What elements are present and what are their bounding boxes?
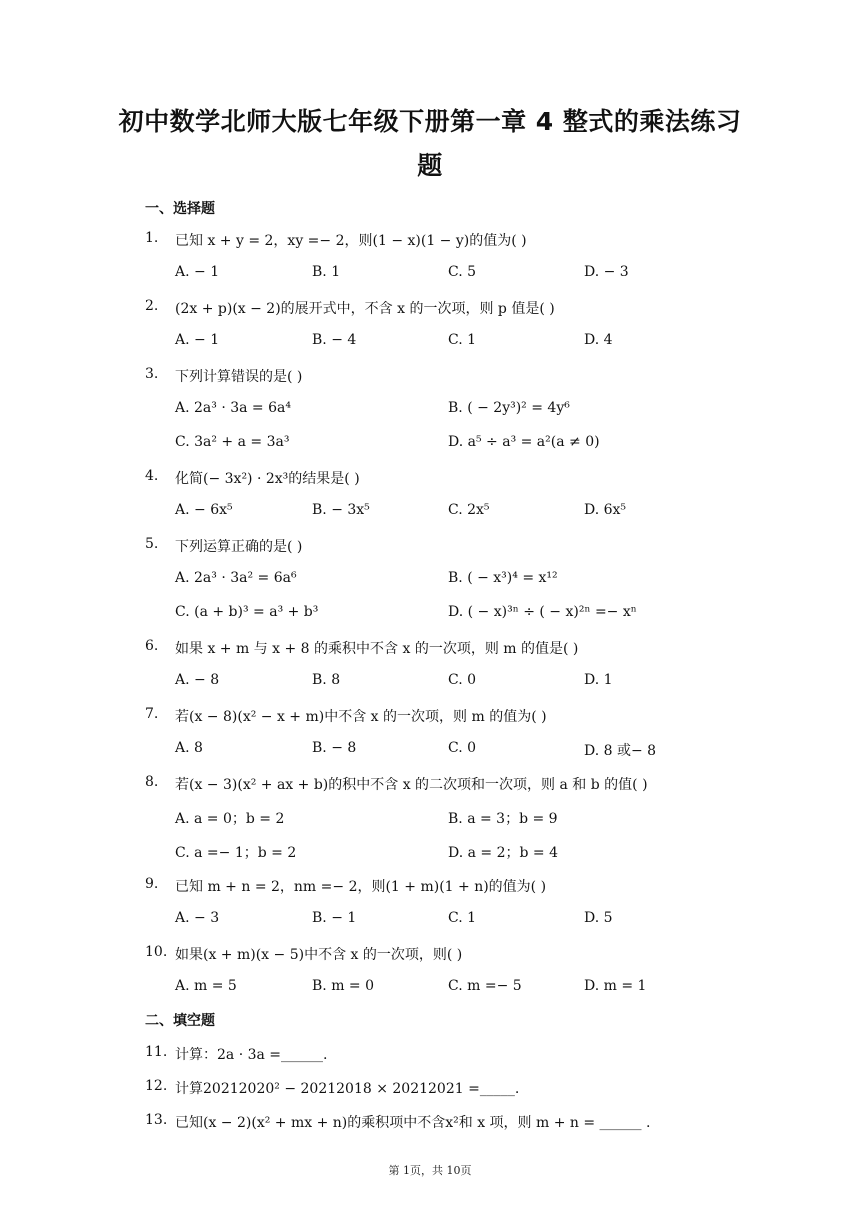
option-a: A. 8 <box>175 740 203 756</box>
option-c: C. 3a² + a = 3a³ <box>175 434 290 450</box>
option-c: C. 0 <box>448 672 477 688</box>
option-d: D. 1 <box>584 672 613 688</box>
question-number: 5. <box>145 536 159 552</box>
option-a: A. 2a³ · 3a² = 6a⁶ <box>175 570 297 586</box>
question-text: 下列计算错误的是( ) <box>175 369 303 385</box>
options-row <box>0 978 860 1000</box>
option-b: B. 1 <box>312 264 341 280</box>
title-line-1: 初中数学北师大版七年级下册第一章 4 整式的乘法练习 <box>118 107 742 136</box>
question-row <box>0 1112 860 1134</box>
question-row <box>0 298 860 320</box>
question-text: 计算：2a · 3a =______. <box>175 1047 328 1063</box>
question-text: 若(x − 8)(x² − x + m)中不含 x 的一次项，则 m 的值为( ) <box>175 709 547 725</box>
question-row <box>0 1078 860 1100</box>
question-row <box>0 944 860 966</box>
question-row <box>0 638 860 660</box>
option-d: D. 5 <box>584 910 613 926</box>
options-row <box>0 672 860 694</box>
option-a: A. 2a³ · 3a = 6a⁴ <box>175 400 291 416</box>
question-text: (2x + p)(x − 2)的展开式中，不含 x 的一次项，则 p 值是( ) <box>175 301 555 317</box>
option-a: A. m = 5 <box>175 978 237 994</box>
option-d: D. − 3 <box>584 264 629 280</box>
options-row <box>0 808 860 830</box>
question-number: 11. <box>145 1044 168 1060</box>
options-row <box>0 842 860 864</box>
options-row <box>0 434 860 456</box>
question-text: 计算20212020² − 20212018 × 20212021 =_____. <box>175 1081 520 1097</box>
option-b: B. − 3x⁵ <box>312 502 370 518</box>
option-c: C. 2x⁵ <box>448 502 490 518</box>
title-line-2: 题 <box>417 151 443 180</box>
options-row <box>0 570 860 592</box>
question-number: 7. <box>145 706 159 722</box>
question-text: 已知 m + n = 2，nm =− 2，则(1 + m)(1 + n)的值为( ) <box>175 879 547 895</box>
option-b: B. m = 0 <box>312 978 375 994</box>
question-text: 如果(x + m)(x − 5)中不含 x 的一次项，则( ) <box>175 947 463 963</box>
option-d: D. 4 <box>584 332 613 348</box>
option-b: B. a = 3；b = 9 <box>448 811 558 827</box>
question-number: 2. <box>145 298 159 314</box>
question-row <box>0 536 860 558</box>
question-number: 10. <box>145 944 168 960</box>
options-row <box>0 604 860 626</box>
option-a: A. − 6x⁵ <box>175 502 233 518</box>
option-c: C. (a + b)³ = a³ + b³ <box>175 604 319 620</box>
option-c: C. 1 <box>448 332 477 348</box>
question-row <box>0 774 860 796</box>
option-a: A. − 3 <box>175 910 220 926</box>
page-footer: 第 1页，共 10页 <box>388 1164 472 1177</box>
question-row <box>0 706 860 728</box>
option-b: B. − 8 <box>312 740 357 756</box>
option-c: C. 0 <box>448 740 477 756</box>
option-a: A. a = 0；b = 2 <box>175 811 285 827</box>
option-d: D. 8 或− 8 <box>584 743 657 759</box>
option-a: A. − 8 <box>175 672 220 688</box>
question-text: 化简(− 3x²) · 2x³的结果是( ) <box>175 471 360 487</box>
options-row <box>0 264 860 286</box>
question-text: 如果 x + m 与 x + 8 的乘积中不含 x 的一次项，则 m 的值是( ) <box>175 641 579 657</box>
question-text: 已知 x + y = 2，xy =− 2，则(1 − x)(1 − y)的值为( ) <box>175 233 527 249</box>
option-d: D. m = 1 <box>584 978 647 994</box>
question-row <box>0 366 860 388</box>
option-c: C. a =− 1；b = 2 <box>175 845 297 861</box>
question-text: 下列运算正确的是( ) <box>175 539 303 555</box>
option-c: C. 1 <box>448 910 477 926</box>
options-row <box>0 332 860 354</box>
question-text: 若(x − 3)(x² + ax + b)的积中不含 x 的二次项和一次项，则 a 和 b 的值( ) <box>175 777 648 793</box>
question-number: 1. <box>145 230 159 246</box>
section-heading-choice: 一、选择题 <box>145 201 215 217</box>
question-row <box>0 1044 860 1066</box>
options-row <box>0 910 860 932</box>
option-d: D. a = 2；b = 4 <box>448 845 559 861</box>
option-d: D. 6x⁵ <box>584 502 627 518</box>
option-b: B. 8 <box>312 672 341 688</box>
question-number: 6. <box>145 638 159 654</box>
option-a: A. − 1 <box>175 332 220 348</box>
question-number: 3. <box>145 366 159 382</box>
option-b: B. − 1 <box>312 910 357 926</box>
question-row <box>0 876 860 898</box>
options-row <box>0 400 860 422</box>
option-c: C. 5 <box>448 264 477 280</box>
question-row <box>0 468 860 490</box>
option-c: C. m =− 5 <box>448 978 522 994</box>
options-row <box>0 740 860 762</box>
question-row <box>0 230 860 252</box>
section-heading-fill: 二、填空题 <box>145 1013 215 1029</box>
question-text: 已知(x − 2)(x² + mx + n)的乘积项中不含x²和 x 项，则 m + n = ______ . <box>175 1115 651 1131</box>
option-a: A. − 1 <box>175 264 220 280</box>
question-number: 13. <box>145 1112 168 1128</box>
options-row <box>0 502 860 524</box>
question-number: 12. <box>145 1078 168 1094</box>
question-number: 8. <box>145 774 159 790</box>
option-d: D. a⁵ ÷ a³ = a²(a ≠ 0) <box>448 434 600 450</box>
option-d: D. ( − x)³ⁿ ÷ ( − x)²ⁿ =− xⁿ <box>448 604 637 620</box>
option-b: B. ( − 2y³)² = 4y⁶ <box>448 400 570 416</box>
option-b: B. ( − x³)⁴ = x¹² <box>448 570 558 586</box>
question-number: 9. <box>145 876 159 892</box>
question-number: 4. <box>145 468 159 484</box>
option-b: B. − 4 <box>312 332 357 348</box>
